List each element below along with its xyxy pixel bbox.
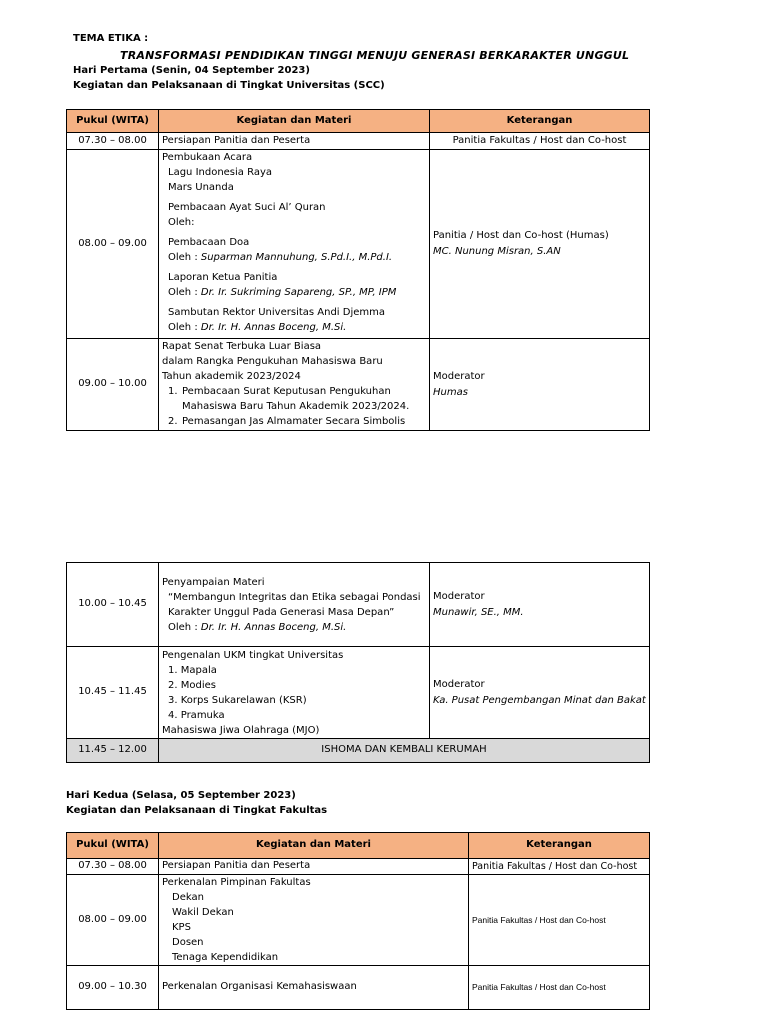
day2-schedule-table: [66, 832, 650, 1010]
note-cell: Panitia Fakultas / Host dan Co-host: [430, 133, 650, 150]
list-item: Wakil Dekan: [172, 907, 234, 918]
note-cell: [430, 339, 650, 431]
activity-cell: [159, 875, 469, 966]
activity-line: Sambutan Rektor Universitas Andi Djemma: [168, 307, 386, 318]
note-cell: Panitia Fakultas / Host dan Co-host: [469, 859, 650, 875]
col-header-note: Keterangan: [469, 833, 650, 859]
table-row: [67, 563, 650, 647]
list-item: 1. Mapala: [168, 664, 217, 676]
activity-cell: [159, 150, 430, 339]
activity-line: Oleh : Dr. Ir. Sukriming Sapareng, SP., MP, IPM: [168, 287, 397, 298]
note-line: Munawir, SE., MM.: [433, 606, 524, 618]
activity-line: Karakter Unggul Pada Generasi Masa Depan”: [168, 606, 395, 618]
activity-line: Penyampaian Materi: [162, 576, 265, 588]
note-cell: [430, 647, 650, 739]
table-row: [67, 739, 650, 763]
activity-cell: Persiapan Panitia dan Peserta: [159, 859, 469, 875]
day1-schedule-table: [66, 109, 650, 431]
activity-line: Laporan Ketua Panitia: [168, 272, 278, 283]
activity-line: Rapat Senat Terbuka Luar Biasa: [162, 341, 322, 352]
day1-title: Hari Pertama (Senin, 04 September 2023): [73, 65, 310, 76]
table-row: [67, 966, 650, 1010]
activity-cell: Persiapan Panitia dan Peserta: [159, 133, 430, 150]
time-cell: 07.30 – 08.00: [67, 859, 159, 875]
note-cell: Panitia Fakultas / Host dan Co-host: [469, 875, 650, 966]
table-header-row: [67, 833, 650, 859]
time-cell: 09.00 – 10.00: [67, 339, 159, 431]
col-header-time: Pukul (WITA): [67, 833, 159, 859]
activity-line: Oleh:: [168, 217, 195, 228]
activity-line: Mahasiswa Jiwa Olahraga (MJO): [162, 724, 320, 736]
list-item: Dosen: [172, 937, 204, 948]
note-line: Moderator: [433, 678, 485, 690]
note-cell: [430, 563, 650, 647]
activity-cell: [159, 563, 430, 647]
table-row: [67, 150, 650, 339]
note-line: Moderator: [433, 590, 485, 602]
note-cell: [430, 150, 650, 339]
activity-line: dalam Rangka Pengukuhan Mahasiswa Baru: [162, 356, 383, 367]
col-header-note: Keterangan: [430, 110, 650, 133]
list-item: KPS: [172, 922, 191, 933]
note-line: Humas: [433, 386, 468, 398]
note-line: Moderator: [433, 370, 485, 382]
activity-cell: ISHOMA DAN KEMBALI KERUMAH: [159, 739, 650, 763]
activity-cell: Perkenalan Organisasi Kemahasiswaan: [159, 966, 469, 1010]
col-header-activity: Kegiatan dan Materi: [159, 110, 430, 133]
table-header-row: [67, 110, 650, 133]
activity-line: Oleh : Dr. Ir. H. Annas Boceng, M.Si.: [168, 322, 347, 333]
activity-line: “Membangun Integritas dan Etika sebagai Pondasi: [168, 591, 421, 603]
activity-line: Lagu Indonesia Raya: [168, 167, 273, 178]
table-row: [67, 133, 650, 150]
day1-schedule-table-continued: [66, 562, 650, 763]
list-item: 2. Pemasangan Jas Almamater Secara Simbolis: [168, 416, 406, 427]
activity-line: Oleh : Dr. Ir. H. Annas Boceng, M.Si.: [168, 621, 347, 633]
day2-title: Hari Kedua (Selasa, 05 September 2023): [66, 790, 296, 801]
note-line: Ka. Pusat Pengembangan Minat dan Bakat: [433, 694, 646, 706]
list-item: Tenaga Kependidikan: [172, 952, 279, 963]
activity-line: Pembacaan Doa: [168, 237, 250, 248]
time-cell: 09.00 – 10.30: [67, 966, 159, 1010]
list-item: 1. Pembacaan Surat Keputusan Pengukuhan: [168, 386, 391, 397]
note-cell: Panitia Fakultas / Host dan Co-host: [469, 966, 650, 1010]
time-cell: 08.00 – 09.00: [67, 150, 159, 339]
tema-title: TRANSFORMASI PENDIDIKAN TINGGI MENUJU GENERASI BERKARAKTER UNGGUL: [120, 49, 630, 62]
table-row: [67, 859, 650, 875]
activity-line: Perkenalan Pimpinan Fakultas: [162, 877, 311, 888]
list-item: Dekan: [172, 892, 204, 903]
day2-subtitle: Kegiatan dan Pelaksanaan di Tingkat Fakultas: [66, 805, 328, 816]
list-item: 4. Pramuka: [168, 709, 225, 721]
list-item: 2. Modies: [168, 679, 216, 691]
activity-line: Tahun akademik 2023/2024: [162, 371, 301, 382]
list-item: 3. Korps Sukarelawan (KSR): [168, 694, 307, 706]
time-cell: 08.00 – 09.00: [67, 875, 159, 966]
activity-line: Pembacaan Ayat Suci Al’ Quran: [168, 202, 326, 213]
table-row: [67, 339, 650, 431]
activity-line: Pembukaan Acara: [162, 152, 253, 163]
time-cell: 10.00 – 10.45: [67, 563, 159, 647]
col-header-time: Pukul (WITA): [67, 110, 159, 133]
table-row: [67, 875, 650, 966]
activity-line: Mars Unanda: [168, 182, 234, 193]
table-row: [67, 647, 650, 739]
time-cell: 11.45 – 12.00: [67, 739, 159, 763]
day1-subtitle: Kegiatan dan Pelaksanaan di Tingkat Universitas (SCC): [73, 80, 385, 91]
time-cell: 07.30 – 08.00: [67, 133, 159, 150]
activity-line: Mahasiswa Baru Tahun Akademik 2023/2024.: [182, 401, 410, 412]
time-cell: 10.45 – 11.45: [67, 647, 159, 739]
activity-cell: [159, 339, 430, 431]
activity-line: Oleh : Suparman Mannuhung, S.Pd.I., M.Pd.I.: [168, 252, 393, 263]
activity-cell: [159, 647, 430, 739]
col-header-activity: Kegiatan dan Materi: [159, 833, 469, 859]
note-line: MC. Nunung Misran, S.AN: [433, 246, 561, 257]
note-line: Panitia / Host dan Co-host (Humas): [433, 230, 609, 241]
tema-label: TEMA ETIKA :: [73, 33, 149, 44]
activity-line: Pengenalan UKM tingkat Universitas: [162, 649, 344, 661]
